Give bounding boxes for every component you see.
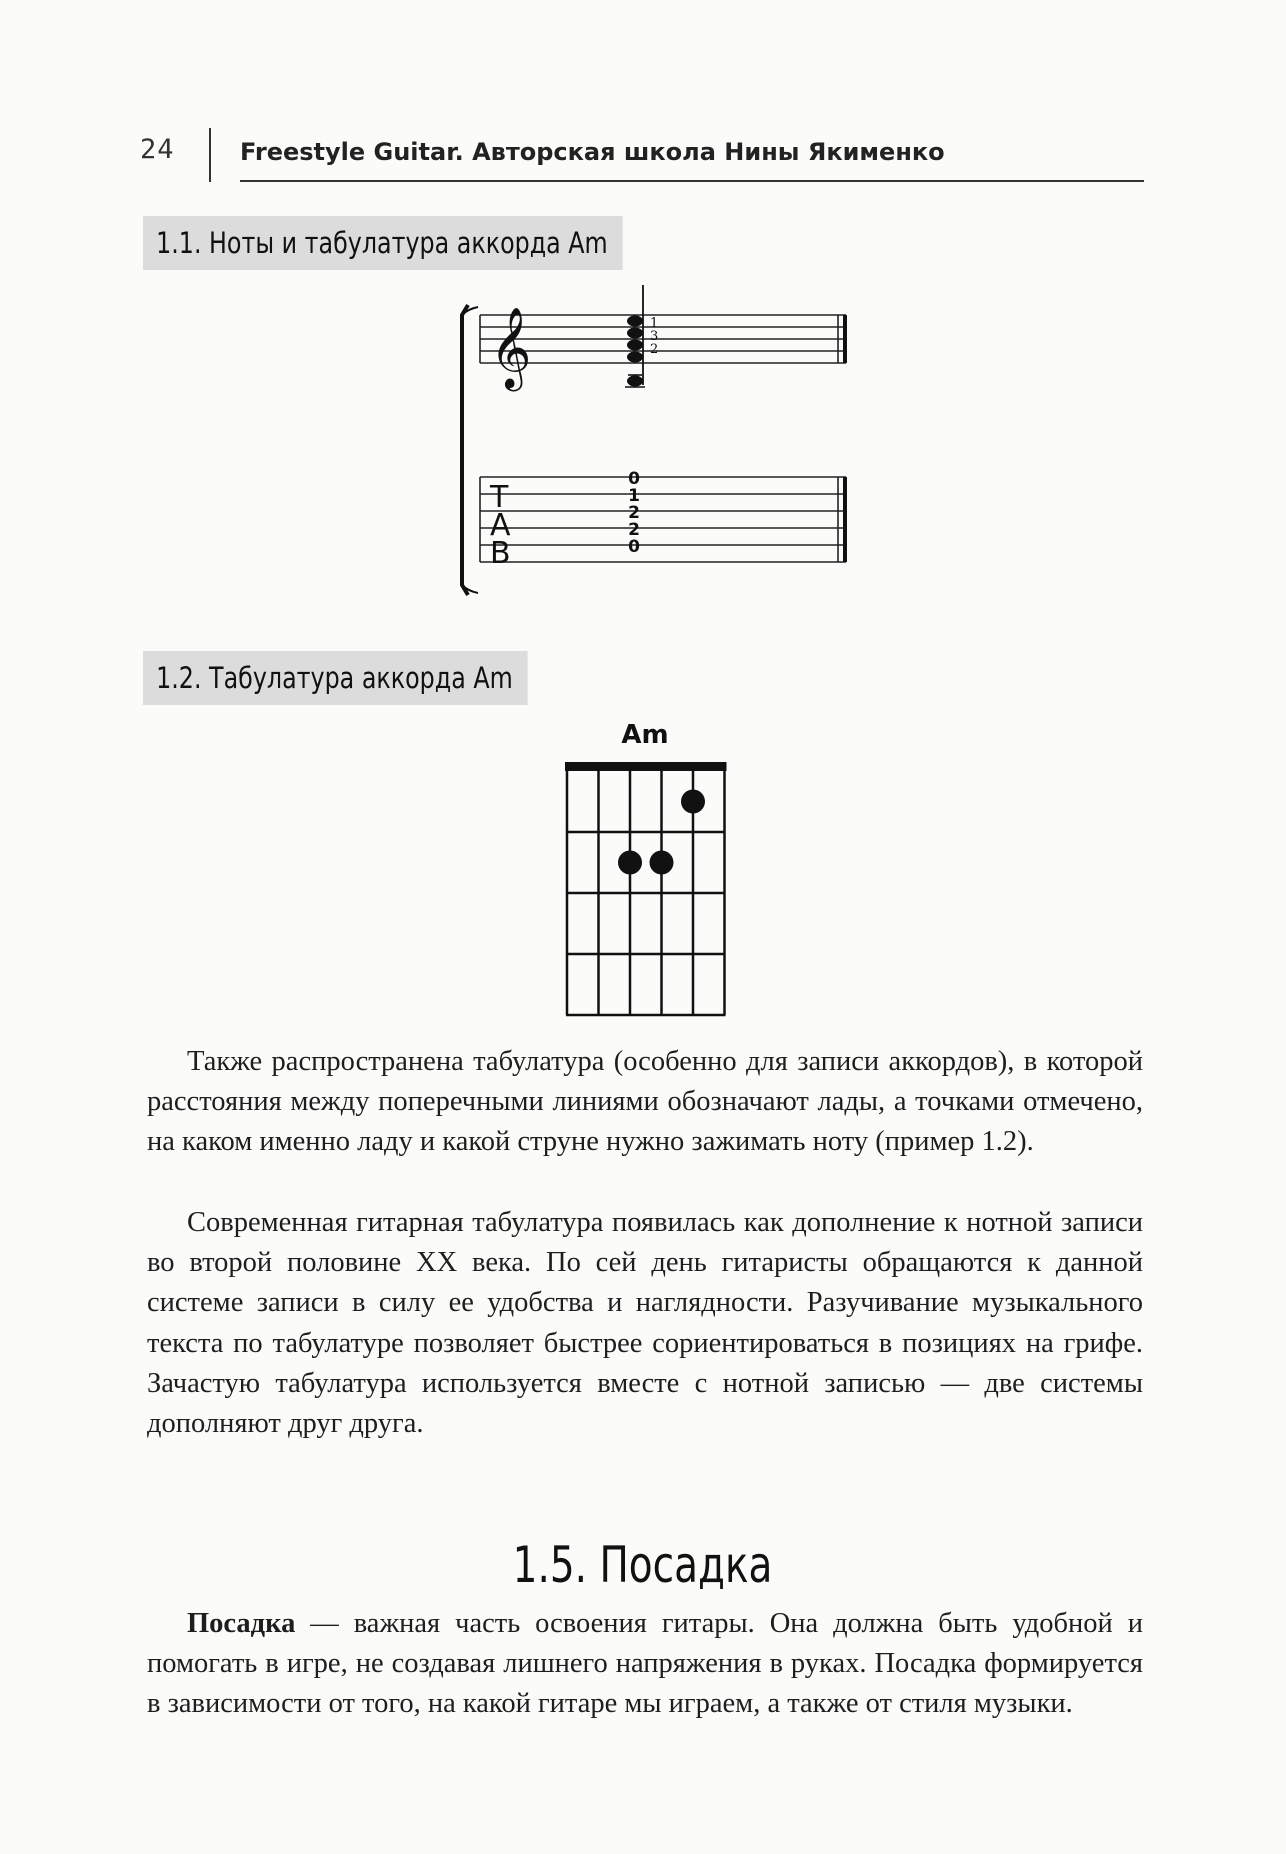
chord-grid [550, 756, 740, 1026]
chord-dot-1 [681, 790, 705, 814]
section-heading [0, 1535, 1286, 1595]
posture-term: Посадка [187, 1608, 296, 1639]
example-label-1-1: 1.1. Ноты и табулатура аккорда Am [143, 216, 622, 270]
page-header [0, 0, 1286, 200]
system-bracket [462, 305, 468, 595]
music-staff [480, 315, 846, 363]
fingering-2: 2 [650, 342, 659, 357]
chord-name: Am [621, 720, 669, 750]
fingering-1: 1 [650, 316, 659, 331]
header-separator [209, 128, 211, 182]
posture-text: — важная часть освоения гитары. Она должна быть удобной и помогать в игре, не создавая лишнего напряжения в руках. Посадка формируется в зависимости от того, на какой гитаре мы играем, а также от стиля музыки. [147, 1608, 1143, 1720]
tab-letter-t: T [490, 480, 509, 515]
tab-staff [480, 477, 846, 562]
tab-number-string-1: 0 [628, 469, 640, 489]
staff-and-tab-figure [440, 285, 860, 615]
paragraph-tablature-intro: Также распространена табулатура (особенно для записи аккордов), в которой расстояния между поперечными линиями обозначают лады, а точками отмечено, на каком именно ладу и какой струне нужно зажимать ноту (пример 1.2). [147, 1046, 1143, 1158]
system-bracket-hook [462, 307, 478, 593]
chord-dot-3 [650, 851, 674, 875]
example-label-1-2: 1.2. Табулатура аккорда Am [143, 651, 528, 705]
tab-letter-a: A [490, 508, 511, 543]
tab-letter-b: B [490, 536, 511, 571]
tab-number-string-5: 0 [628, 537, 640, 557]
running-title: Freestyle Guitar. Авторская школа Нины Якименко [240, 138, 945, 166]
tab-number-string-3: 2 [628, 503, 640, 523]
chord-diagram [550, 720, 740, 1020]
page-number: 24 [140, 134, 175, 165]
section-heading-text: 1.5. Посадка [513, 1536, 773, 1594]
fingering-3: 3 [650, 329, 659, 344]
treble-clef-icon: 𝄞 [490, 306, 532, 388]
tab-number-string-4: 2 [628, 520, 640, 540]
chord-dot-2 [618, 851, 642, 875]
header-rule [240, 180, 1144, 182]
staff-and-tab-notation [440, 285, 860, 615]
tab-number-string-2: 1 [628, 486, 640, 506]
paragraph-tablature-history: Современная гитарная табулатура появилась как дополнение к нотной записи во второй половине XX века. По сей день гитаристы обращаются к данной системе записи в силу ее удобства и наглядности. Разучивание музыкального текста по табулатуре позволяет быстрее сориентироваться в позициях на грифе. Зачастую табулатура используется вместе с нотной записью — две системы дополняют друг друга. [147, 1207, 1143, 1440]
paragraph-posture [147, 1604, 1143, 1725]
chord-nut [565, 762, 727, 771]
